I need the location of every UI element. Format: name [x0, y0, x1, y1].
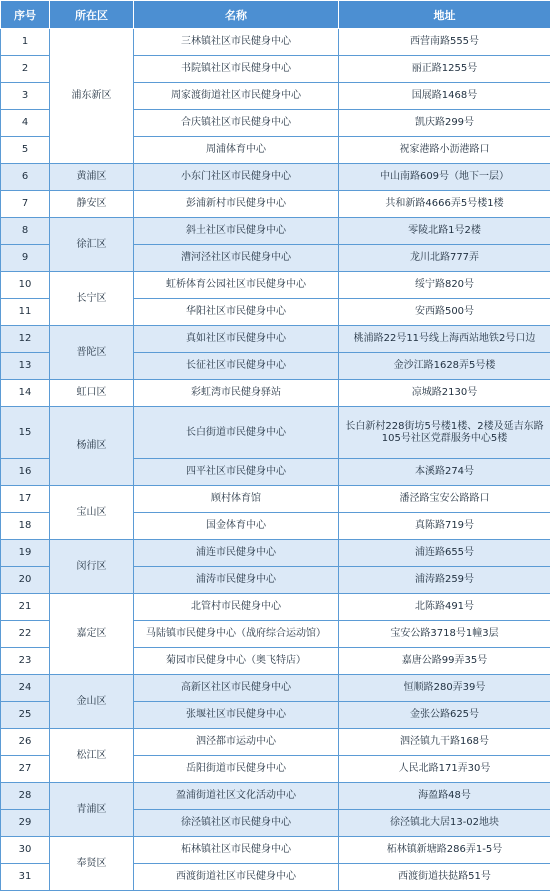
table-row — [1, 218, 550, 245]
venue-address: 共和新路4666弄5号楼1楼 — [339, 191, 550, 218]
venue-address: 泗泾镇九干路168号 — [339, 729, 550, 756]
district-cell: 徐汇区 — [50, 218, 134, 272]
district-cell: 闵行区 — [50, 540, 134, 594]
row-index: 31 — [1, 864, 50, 891]
venue-address: 长白新村228街坊5号楼1楼、2楼及延吉东路105号社区党群服务中心5楼 — [339, 407, 550, 459]
venue-name: 合庆镇社区市民健身中心 — [134, 110, 339, 137]
venue-name: 长征社区市民健身中心 — [134, 353, 339, 380]
district-cell: 杨浦区 — [50, 407, 134, 486]
table-row — [1, 326, 550, 353]
row-index: 26 — [1, 729, 50, 756]
row-index: 8 — [1, 218, 50, 245]
header-row — [1, 1, 550, 29]
venue-address: 祝家港路小沥港路口 — [339, 137, 550, 164]
table-row — [1, 380, 550, 407]
row-index: 16 — [1, 459, 50, 486]
row-index: 9 — [1, 245, 50, 272]
venue-name: 三林镇社区市民健身中心 — [134, 29, 339, 56]
row-index: 4 — [1, 110, 50, 137]
row-index: 19 — [1, 540, 50, 567]
row-index: 23 — [1, 648, 50, 675]
venue-address: 人民北路171弄30号 — [339, 756, 550, 783]
venue-address: 金张公路625号 — [339, 702, 550, 729]
venue-address: 徐泾镇北大居13-02地块 — [339, 810, 550, 837]
venue-name: 盈浦街道社区文化活动中心 — [134, 783, 339, 810]
venue-name: 周浦体育中心 — [134, 137, 339, 164]
venue-address: 西渡街道扶挞路51号 — [339, 864, 550, 891]
venue-name: 菊园市民健身中心（奥飞特店） — [134, 648, 339, 675]
header-district: 所在区 — [50, 1, 134, 29]
table-row — [1, 729, 550, 756]
row-index: 3 — [1, 83, 50, 110]
table-row — [1, 191, 550, 218]
row-index: 18 — [1, 513, 50, 540]
table-row — [1, 837, 550, 864]
district-cell: 静安区 — [50, 191, 134, 218]
venue-address: 凯庆路299号 — [339, 110, 550, 137]
row-index: 14 — [1, 380, 50, 407]
venue-address: 安西路500号 — [339, 299, 550, 326]
row-index: 25 — [1, 702, 50, 729]
venue-name: 北管村市民健身中心 — [134, 594, 339, 621]
venue-address: 中山南路609号（地下一层） — [339, 164, 550, 191]
venue-address: 本溪路274号 — [339, 459, 550, 486]
venue-name: 马陆镇市民健身中心（战府综合运动馆） — [134, 621, 339, 648]
district-cell: 黄浦区 — [50, 164, 134, 191]
venue-name: 高新区社区市民健身中心 — [134, 675, 339, 702]
venue-address: 嘉唐公路99弄35号 — [339, 648, 550, 675]
venue-name: 张堰社区市民健身中心 — [134, 702, 339, 729]
row-index: 24 — [1, 675, 50, 702]
venue-name: 漕河泾社区市民健身中心 — [134, 245, 339, 272]
table-row — [1, 407, 550, 459]
venue-name: 徐泾镇社区市民健身中心 — [134, 810, 339, 837]
venue-address: 海盈路48号 — [339, 783, 550, 810]
venue-name: 彭浦新村市民健身中心 — [134, 191, 339, 218]
row-index: 12 — [1, 326, 50, 353]
venue-address: 真陈路719号 — [339, 513, 550, 540]
row-index: 13 — [1, 353, 50, 380]
venue-name: 彩虹湾市民健身驿站 — [134, 380, 339, 407]
venue-address: 潘泾路宝安公路路口 — [339, 486, 550, 513]
row-index: 5 — [1, 137, 50, 164]
venue-address: 绥宁路820号 — [339, 272, 550, 299]
header-address: 地址 — [339, 1, 550, 29]
row-index: 6 — [1, 164, 50, 191]
venue-name: 斜土社区市民健身中心 — [134, 218, 339, 245]
row-index: 28 — [1, 783, 50, 810]
district-cell: 青浦区 — [50, 783, 134, 837]
venue-name: 周家渡街道社区市民健身中心 — [134, 83, 339, 110]
table-row — [1, 675, 550, 702]
district-cell: 金山区 — [50, 675, 134, 729]
venue-name: 顾村体育馆 — [134, 486, 339, 513]
venue-name: 书院镇社区市民健身中心 — [134, 56, 339, 83]
row-index: 10 — [1, 272, 50, 299]
table-row — [1, 540, 550, 567]
venue-address: 北陈路491号 — [339, 594, 550, 621]
row-index: 27 — [1, 756, 50, 783]
row-index: 2 — [1, 56, 50, 83]
district-cell: 宝山区 — [50, 486, 134, 540]
venue-name: 岳阳街道市民健身中心 — [134, 756, 339, 783]
row-index: 15 — [1, 407, 50, 459]
row-index: 21 — [1, 594, 50, 621]
venue-name: 华阳社区市民健身中心 — [134, 299, 339, 326]
venue-name: 小东门社区市民健身中心 — [134, 164, 339, 191]
district-cell: 普陀区 — [50, 326, 134, 380]
venue-address: 国展路1468号 — [339, 83, 550, 110]
table-body — [1, 29, 550, 891]
district-cell: 嘉定区 — [50, 594, 134, 675]
venue-address: 龙川北路777弄 — [339, 245, 550, 272]
row-index: 22 — [1, 621, 50, 648]
row-index: 11 — [1, 299, 50, 326]
row-index: 17 — [1, 486, 50, 513]
venue-address: 宝安公路3718号1幢3层 — [339, 621, 550, 648]
venue-name: 浦连市民健身中心 — [134, 540, 339, 567]
venue-address: 金沙江路1628弄5号楼 — [339, 353, 550, 380]
venue-name: 浦涛市民健身中心 — [134, 567, 339, 594]
venue-address: 柘林镇新塘路286弄1-5号 — [339, 837, 550, 864]
venue-address: 丽正路1255号 — [339, 56, 550, 83]
table-row — [1, 594, 550, 621]
row-index: 20 — [1, 567, 50, 594]
row-index: 30 — [1, 837, 50, 864]
venue-name: 泗泾都市运动中心 — [134, 729, 339, 756]
header-index: 序号 — [1, 1, 50, 29]
venue-name: 四平社区市民健身中心 — [134, 459, 339, 486]
row-index: 29 — [1, 810, 50, 837]
table-row — [1, 164, 550, 191]
venue-name: 虹桥体育公园社区市民健身中心 — [134, 272, 339, 299]
header-name: 名称 — [134, 1, 339, 29]
venue-name: 柘林镇社区市民健身中心 — [134, 837, 339, 864]
venue-address: 凉城路2130号 — [339, 380, 550, 407]
district-cell: 长宁区 — [50, 272, 134, 326]
venue-address: 桃浦路22号11号线上海西站地铁2号口边 — [339, 326, 550, 353]
table-row — [1, 272, 550, 299]
venue-address: 浦涛路259号 — [339, 567, 550, 594]
venue-address: 零陵北路1号2楼 — [339, 218, 550, 245]
venue-name: 国金体育中心 — [134, 513, 339, 540]
venue-name: 真如社区市民健身中心 — [134, 326, 339, 353]
row-index: 1 — [1, 29, 50, 56]
venue-name: 长白街道市民健身中心 — [134, 407, 339, 459]
venue-address: 恒顺路280弄39号 — [339, 675, 550, 702]
district-cell: 浦东新区 — [50, 29, 134, 164]
district-cell: 虹口区 — [50, 380, 134, 407]
row-index: 7 — [1, 191, 50, 218]
table-row — [1, 783, 550, 810]
venue-name: 西渡街道社区市民健身中心 — [134, 864, 339, 891]
venue-address: 西营南路555号 — [339, 29, 550, 56]
district-cell: 松江区 — [50, 729, 134, 783]
venue-address: 浦连路655号 — [339, 540, 550, 567]
table-row — [1, 486, 550, 513]
table-row — [1, 29, 550, 56]
district-cell: 奉贤区 — [50, 837, 134, 891]
